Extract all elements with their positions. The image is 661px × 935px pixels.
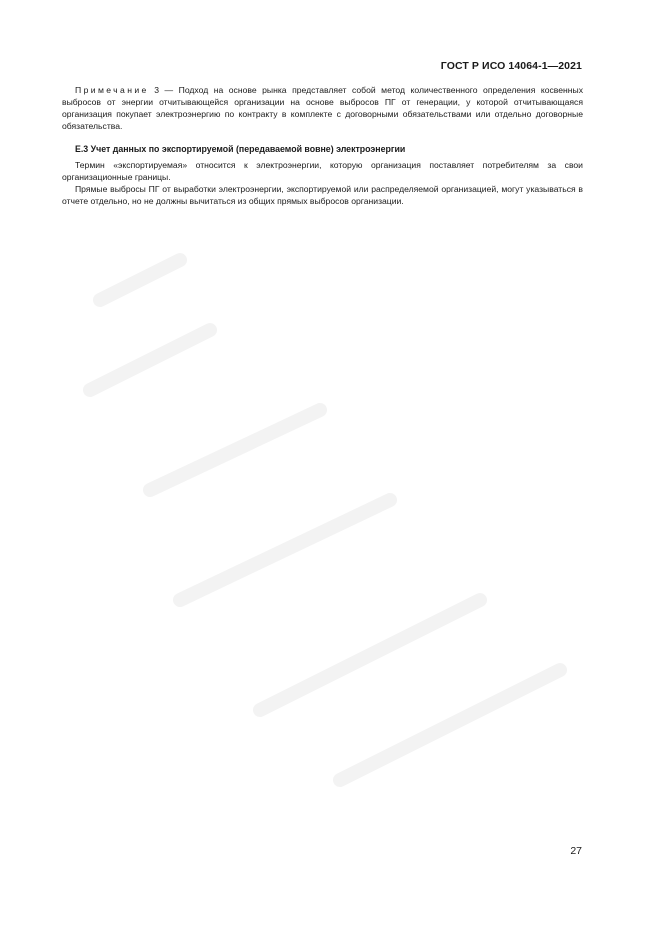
faint-watermark [60, 240, 600, 800]
page-content [62, 84, 583, 207]
standard-header: ГОСТ Р ИСО 14064-1—2021 [440, 60, 582, 72]
note-label: Примечание [75, 85, 149, 95]
note-paragraph [62, 84, 583, 132]
section-title: E.3 Учет данных по экспортируемой (передаваемой вовне) электроэнергии [75, 144, 406, 154]
section-paragraph: Прямые выбросы ПГ от выработки электроэнергии, экспортируемой или распределяемой организацией, могут указываться в отчете отдельно, но не должны вычитаться из общих прямых выбросов организации. [62, 184, 583, 206]
section-paragraph: Термин «экспортируемая» относится к электроэнергии, которую организация поставляет потребителям за свои организационные границы. [62, 160, 583, 182]
note-text: 3 — Подход на основе рынка представляет собой метод количественного определения косвенных выбросов от энергии отчитывающейся организации на основе выбросов ПГ от генерации, у которой отчитывающаяся организация покупает электроэнергию по контракту в комплекте с договорными обязательствами или отдельно договорные обязательства. [62, 85, 584, 131]
page-number: 27 [570, 845, 582, 857]
